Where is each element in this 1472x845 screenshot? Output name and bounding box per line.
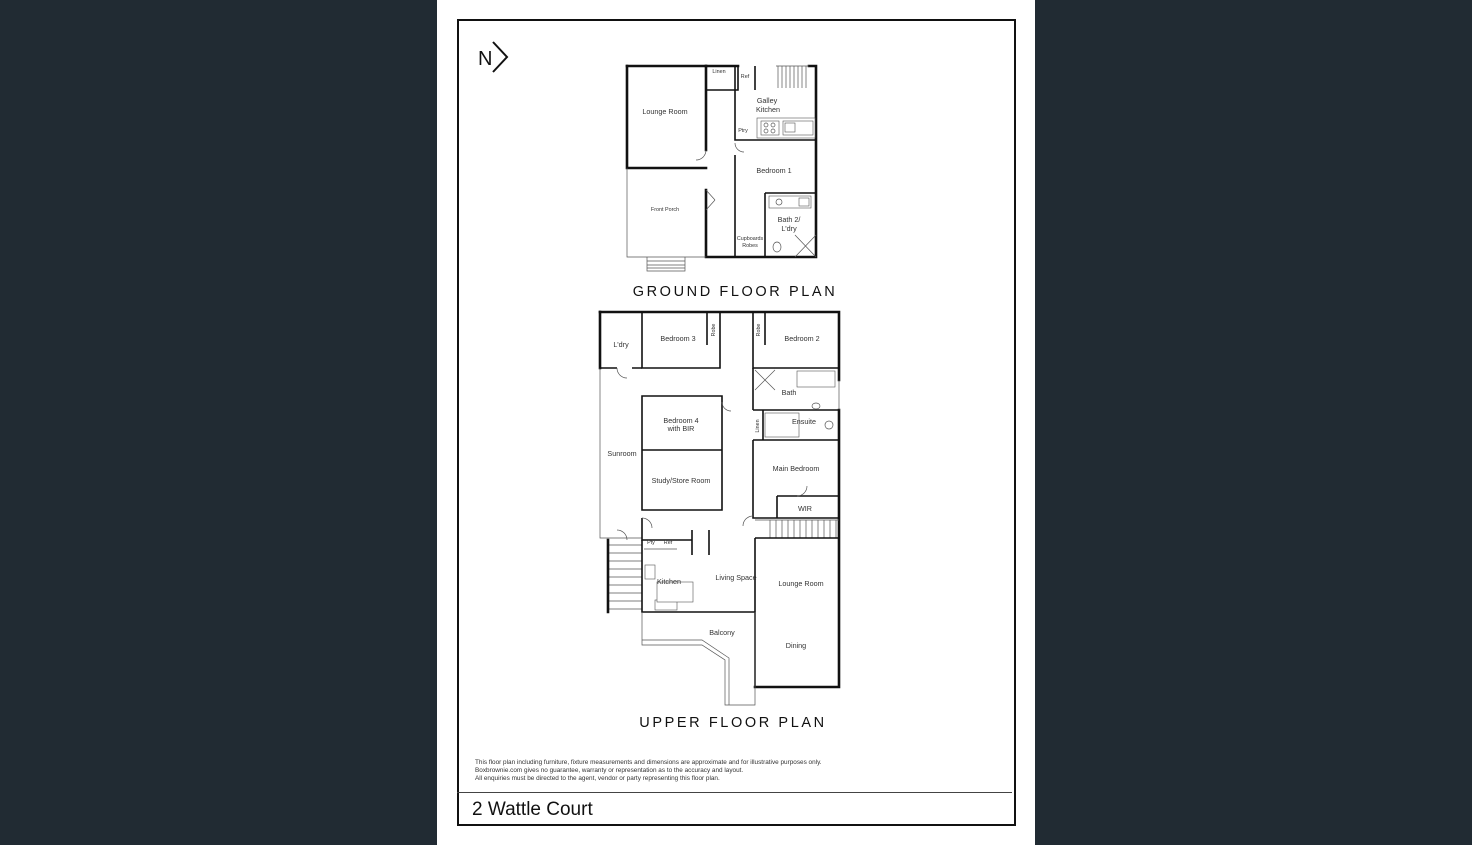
svg-text:N: N <box>478 48 493 70</box>
balcony-label: Balcony <box>709 628 735 637</box>
upper-floor-title: UPPER FLOOR PLAN <box>639 715 827 731</box>
upper-laundry-label: L'dry <box>613 340 629 349</box>
disclaimer-line: Boxbrownie.com gives no guarantee, warranty or representation as to the accuracy and layout. <box>475 767 744 775</box>
living-space-label: Living Space <box>715 573 757 582</box>
galley-kitchen-label-1: Galley <box>756 96 778 105</box>
ensuite-label: Ensuite <box>792 417 816 426</box>
wir-label: WIR <box>798 504 812 513</box>
robe-right-label: Robe <box>756 323 762 337</box>
front-porch-label: Front Porch <box>650 207 680 213</box>
main-bedroom-label: Main Bedroom <box>772 464 820 473</box>
ground-lounge-room-label: Lounge Room <box>642 107 688 116</box>
upper-linen-label: Linen <box>755 419 761 433</box>
bath-2-label-2: L'dry <box>781 224 797 233</box>
dining-label: Dining <box>785 641 807 650</box>
bedroom-4-label-1: Bedroom 4 <box>663 416 699 425</box>
bath-2-label-1: Bath 2/ <box>777 215 801 224</box>
upper-lounge-room-label: Lounge Room <box>778 579 824 588</box>
floor-plan-sheet <box>437 0 1035 845</box>
robe-left-label: Robe <box>711 323 717 337</box>
address-divider <box>457 792 1012 793</box>
upper-ref-label: Ref <box>663 540 673 546</box>
disclaimer-text <box>475 759 955 783</box>
galley-kitchen-label-2: Kitchen <box>756 105 780 114</box>
bedroom-2-label: Bedroom 2 <box>784 334 820 343</box>
bedroom-1-label: Bedroom 1 <box>756 166 792 175</box>
bath-label: Bath <box>781 388 797 397</box>
disclaimer-line: All enquiries must be directed to the agent, vendor or party representing this floor plan. <box>475 775 720 783</box>
floor-plan-drawing <box>437 0 1035 845</box>
ground-linen-label: Linen <box>712 69 726 75</box>
north-arrow-icon <box>478 42 507 72</box>
upper-floor-plan <box>600 312 839 705</box>
property-address: 2 Wattle Court <box>472 799 593 820</box>
disclaimer-line: This floor plan including furniture, fixture measurements and dimensions are approximate and for illustrative purposes only. <box>475 759 822 766</box>
ground-pantry-label: Ptry <box>738 128 748 134</box>
ground-floor-title: GROUND FLOOR PLAN <box>632 284 838 300</box>
cupboards-label-1: Cupboards <box>736 236 764 242</box>
sunroom-label: Sunroom <box>607 449 637 458</box>
bedroom-4-label-2: with BIR <box>667 424 695 433</box>
bedroom-3-label: Bedroom 3 <box>660 334 696 343</box>
kitchen-label: Kitchen <box>657 577 681 586</box>
cupboards-label-2: Robes <box>742 243 758 249</box>
ground-floor-plan <box>627 66 816 271</box>
ground-ref-label: Ref <box>740 74 750 80</box>
study-store-room-label: Study/Store Room <box>651 476 711 485</box>
upper-pantry-label: Pty <box>647 540 655 546</box>
